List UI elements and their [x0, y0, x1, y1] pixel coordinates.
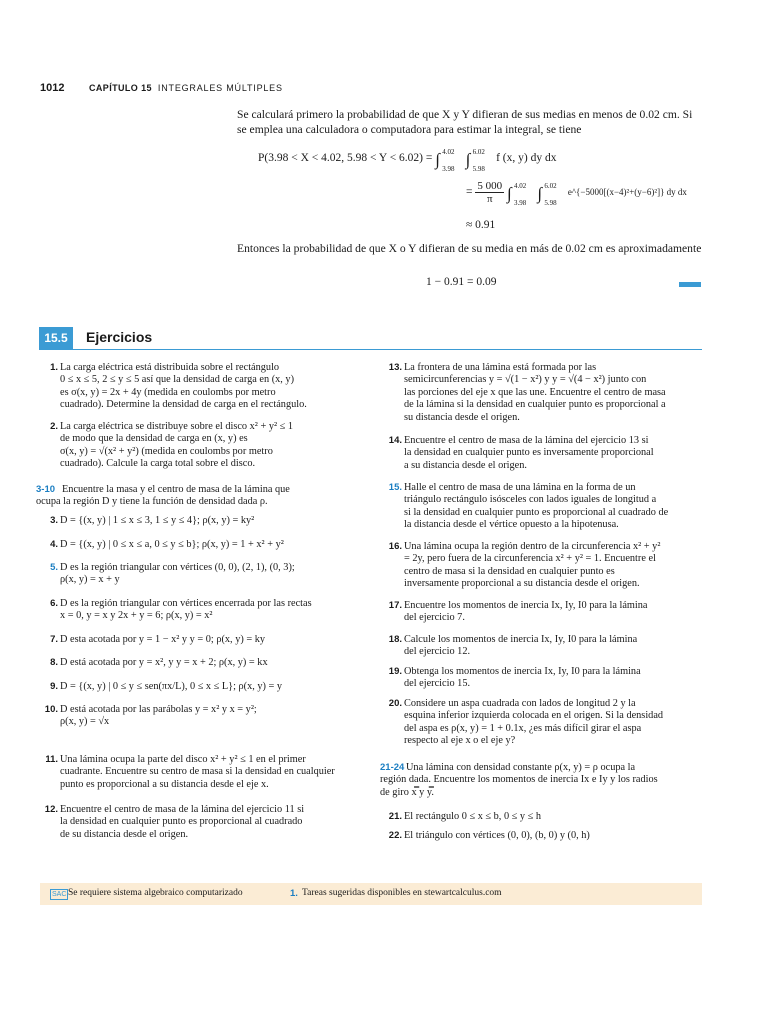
exercise-text-line: = 2y, pero fuera de la circunferencia x² + y² = 1. Encuentre el	[404, 553, 656, 565]
exercise-item	[380, 762, 706, 799]
exercise-item	[40, 421, 362, 471]
exercise-text-line: El rectángulo 0 ≤ x ≤ b, 0 ≤ y ≤ h	[404, 811, 541, 822]
exercise-number: 15.	[388, 482, 402, 493]
exercise-number: 9.	[50, 681, 58, 692]
exercise-text-line: D = {(x, y) | 0 ≤ x ≤ a, 0 ≤ y ≤ b}; ρ(x, y) = 1 + x² + y²	[60, 539, 284, 550]
exercise-number: 20.	[388, 698, 402, 709]
equation-2: = $\frac{5 000}{\pi}$ ∫ 4.02 3.98 ∫ 6.02 5.98 e^{−5000[(x−4)²+(y−6)²]} dy dx	[466, 180, 687, 208]
intro-paragraph-1: Se calculará primero la probabilidad de que X y Y difieran de sus medias en menos de 0.02 cm. Si se emplea una calculadora o computadora para estimar la integral, se tiene	[237, 108, 693, 136]
exercise-text-line: del ejercicio 15.	[404, 678, 471, 690]
exercise-text-line: respecto al eje x o el eje y?	[404, 735, 516, 747]
exercise-number: 14.	[388, 435, 402, 446]
exercise-text-line: x = 0, y = x y 2x + y = 6; ρ(x, y) = x²	[60, 610, 213, 622]
exercise-text-line: Calcule los momentos de inercia Ix, Iy, I0 para la lámina	[404, 634, 638, 645]
exercise-number: 11.	[45, 754, 58, 765]
exercise-text-line: triángulo rectángulo isósceles con lados iguales de longitud a	[404, 494, 657, 506]
exercise-text-line: del aspa es ρ(x, y) = 1 + 0.1x, ¿es más difícil girar el aspa	[404, 722, 642, 734]
exercise-text-line: la densidad en cualquier punto es inversamente proporcional	[404, 447, 654, 459]
sac-legend: Se requiere sistema algebraico computarizado	[68, 888, 243, 898]
exercise-number: 10.	[44, 704, 58, 715]
exercise-number: 8.	[50, 657, 58, 668]
exercise-text-line: Halle el centro de masa de una lámina en la forma de un	[404, 482, 636, 493]
exercise-item	[40, 681, 362, 693]
page-number: 1012	[40, 82, 65, 94]
section-end-marker	[679, 282, 701, 287]
exercise-text-line: D está acotada por y = x², y y = x + 2; ρ(x, y) = kx	[60, 657, 268, 668]
exercise-number: 4.	[50, 539, 58, 550]
exercise-item	[40, 539, 362, 551]
exercise-text-line: de modo que la densidad de carga en (x, y) es	[60, 433, 248, 445]
exercise-text-line: D esta acotada por y = 1 − x² y y = 0; ρ(x, y) = ky	[60, 634, 266, 645]
equation-2-integrand: e^{−5000[(x−4)²+(y−6)²]} dy dx	[567, 187, 687, 198]
integral-sign-outer-2: ∫ 4.02 3.98	[507, 182, 527, 208]
exercise-text-line: del ejercicio 7.	[404, 612, 465, 624]
exercise-text-line: es σ(x, y) = 2x + 4y (medida en coulombs por metro	[60, 386, 276, 398]
exercise-text-line: cuadrante. Encuentre su centro de masa si la densidad en cualquier	[60, 766, 335, 778]
integral-sign-inner-2: ∫ 6.02 5.98	[537, 182, 557, 208]
intro-paragraph-2: Entonces la probabilidad de que X o Y difieran de su media en más de 0.02 cm es aproximadamente	[237, 242, 702, 255]
exercise-text-line: las porciones del eje x que las une. Encuentre el centro de masa	[404, 386, 666, 398]
exercise-item	[40, 657, 362, 669]
homework-legend: Tareas sugeridas disponibles en stewartcalculus.com	[302, 888, 502, 898]
exercise-item	[40, 562, 362, 587]
exercise-text-line: cuadrado). Determine la densidad de carga en el rectángulo.	[60, 399, 307, 411]
exercise-text-line: D = {(x, y) | 0 ≤ y ≤ sen(πx/L), 0 ≤ x ≤ L}; ρ(x, y) = y	[60, 681, 283, 692]
exercise-text-line: ρ(x, y) = x + y	[60, 574, 120, 586]
exercise-text-line: σ(x, y) = √(x² + y²) (medida en coulombs por metro	[60, 445, 273, 457]
exercise-item	[40, 704, 362, 729]
exercise-text-line: esquina inferior izquierda colocada en el origen. Si la densidad	[404, 710, 664, 722]
exercise-item	[384, 666, 706, 691]
exercise-text-line: Una lámina ocupa la parte del disco x² + y² ≤ 1 en el primer	[60, 754, 306, 765]
exercise-item	[36, 484, 362, 509]
sac-badge: SAC	[52, 891, 67, 898]
equation-3: ≈ 0.91	[466, 219, 496, 231]
exercise-text-line: Una lámina ocupa la región dentro de la circunferencia x² + y²	[404, 541, 661, 552]
exercise-item	[40, 804, 362, 841]
exercise-text-line: Una lámina con densidad constante ρ(x, y) = ρ ocupa la	[406, 762, 636, 773]
exercise-text-line: D = {(x, y) | 1 ≤ x ≤ 3, 1 ≤ y ≤ 4}; ρ(x, y) = ky²	[60, 515, 255, 526]
exercise-item	[384, 634, 706, 659]
exercise-text-line: Encuentre los momentos de inercia Ix, Iy, I0 para la lámina	[404, 600, 648, 611]
exercise-text-line: Obtenga los momentos de inercia Ix, Iy, I0 para la lámina	[404, 666, 641, 677]
exercise-item	[40, 754, 362, 791]
exercise-text-line: El triángulo con vértices (0, 0), (b, 0) y (0, h)	[404, 830, 590, 841]
exercise-number: 2.	[50, 421, 58, 432]
exercise-item	[384, 811, 706, 823]
exercise-text-line: región dada. Encuentre los momentos de inercia Ix e Iy y los radios	[380, 774, 658, 786]
exercise-text-line: del ejercicio 12.	[404, 646, 471, 658]
exercise-text-line: la densidad en cualquier punto es proporcional al cuadrado	[60, 816, 303, 828]
exercise-text-line: ρ(x, y) = √x	[60, 716, 110, 728]
exercise-number: 19.	[388, 666, 402, 677]
section-title: Ejercicios	[86, 329, 153, 345]
exercise-text-line: de la lámina si la densidad en cualquier punto es proporcional a	[404, 399, 666, 411]
exercise-item	[40, 634, 362, 646]
exercise-number: 1.	[50, 362, 58, 373]
exercise-item	[384, 830, 706, 842]
exercise-number: 5.	[50, 562, 58, 573]
exercise-text-line: Encuentre la masa y el centro de masa de la lámina que	[62, 484, 290, 495]
exercise-text-line: Encuentre el centro de masa de la lámina del ejercicio 13 si	[404, 435, 649, 446]
exercise-text-line: ocupa la región D y tiene la función de densidad dada ρ.	[36, 496, 268, 508]
equation-1-integrand: f (x, y) dy dx	[496, 152, 557, 164]
homework-marker: 1.	[290, 888, 298, 899]
exercise-text-line: inversamente proporcional a su distancia desde el origen.	[404, 578, 640, 590]
exercise-number: 6.	[50, 598, 58, 609]
exercise-text-line: de su distancia desde el origen.	[60, 828, 189, 840]
equation-1	[258, 148, 557, 173]
exercise-text-line: La carga eléctrica está distribuida sobre el rectángulo	[60, 362, 280, 373]
exercise-text-line: 0 ≤ x ≤ 5, 2 ≤ y ≤ 5 así que la densidad de carga en (x, y)	[60, 374, 295, 386]
exercise-text-line: cuadrado). Calcule la carga total sobre el disco.	[60, 458, 256, 470]
equation-4: 1 − 0.91 = 0.09	[426, 276, 497, 288]
exercise-text-line: semicircunferencias y = √(1 − x²) y y = √(4 − x²) junto con	[404, 374, 647, 386]
exercise-number: 13.	[388, 362, 402, 373]
exercise-item	[40, 515, 362, 527]
chapter-title: INTEGRALES MÚLTIPLES	[157, 83, 283, 93]
exercise-text-line: punto es proporcional a su distancia desde el eje x.	[60, 778, 269, 790]
exercise-text-line: la distancia desde el vértice opuesto a la hipotenusa.	[404, 519, 619, 531]
integral-sign-outer: ∫ 4.02 3.98	[435, 148, 455, 173]
exercise-text-line: su distancia desde el origen.	[404, 411, 520, 423]
chapter-label: CAPÍTULO 15	[89, 83, 152, 93]
section-number: 15.5	[39, 327, 73, 349]
exercise-text-line: Encuentre el centro de masa de la lámina del ejercicio 11 si	[60, 804, 305, 815]
exercise-text-line: La carga eléctrica se distribuye sobre el disco x² + y² ≤ 1	[60, 421, 294, 432]
exercise-number: 3.	[50, 515, 58, 526]
exercise-number: 7.	[50, 634, 58, 645]
exercise-text-line: centro de masa si la densidad en cualquier punto es	[404, 565, 615, 577]
exercise-item	[384, 698, 706, 748]
exercise-item	[40, 598, 362, 623]
equation-1-lhs: P(3.98 < X < 4.02, 5.98 < Y < 6.02) =	[258, 152, 433, 164]
exercise-text-line: D es la región triangular con vértices encerrada por las rectas	[60, 598, 312, 609]
exercise-item	[384, 541, 706, 591]
running-header	[89, 83, 283, 93]
exercise-number: 18.	[388, 634, 402, 645]
exercise-number: 3-10	[36, 484, 56, 495]
exercise-number: 21-24	[380, 762, 405, 773]
exercise-number: 21.	[388, 811, 402, 822]
equation-2-fraction: $\frac{5 000}{\pi}$	[477, 180, 503, 205]
exercise-number: 16.	[388, 541, 402, 552]
exercise-text-line: si la densidad en cualquier punto es proporcional al cuadrado de	[404, 506, 669, 518]
exercise-text-line: a su distancia desde el origen.	[404, 459, 527, 471]
exercise-text-line: La frontera de una lámina está formada por las	[404, 362, 597, 373]
exercise-item	[384, 362, 706, 424]
exercise-text-line: D es la región triangular con vértices (0, 0), (2, 1), (0, 3);	[60, 562, 295, 573]
exercise-number: 17.	[388, 600, 402, 611]
integral-sign-inner: ∫ 6.02 5.98	[465, 148, 485, 173]
exercise-text-line: de giro x̿ y y̿.	[380, 786, 434, 798]
exercise-item	[384, 435, 706, 472]
exercise-number: 12.	[44, 804, 58, 815]
exercise-text-line: D está acotada por las parábolas y = x² y x = y²;	[60, 704, 257, 715]
section-rule	[39, 349, 702, 350]
exercise-item	[384, 600, 706, 625]
exercise-number: 22.	[388, 830, 402, 841]
exercise-text-line: Considere un aspa cuadrada con lados de longitud 2 y la	[404, 698, 636, 709]
exercise-item	[384, 482, 706, 532]
exercise-item	[40, 362, 362, 412]
